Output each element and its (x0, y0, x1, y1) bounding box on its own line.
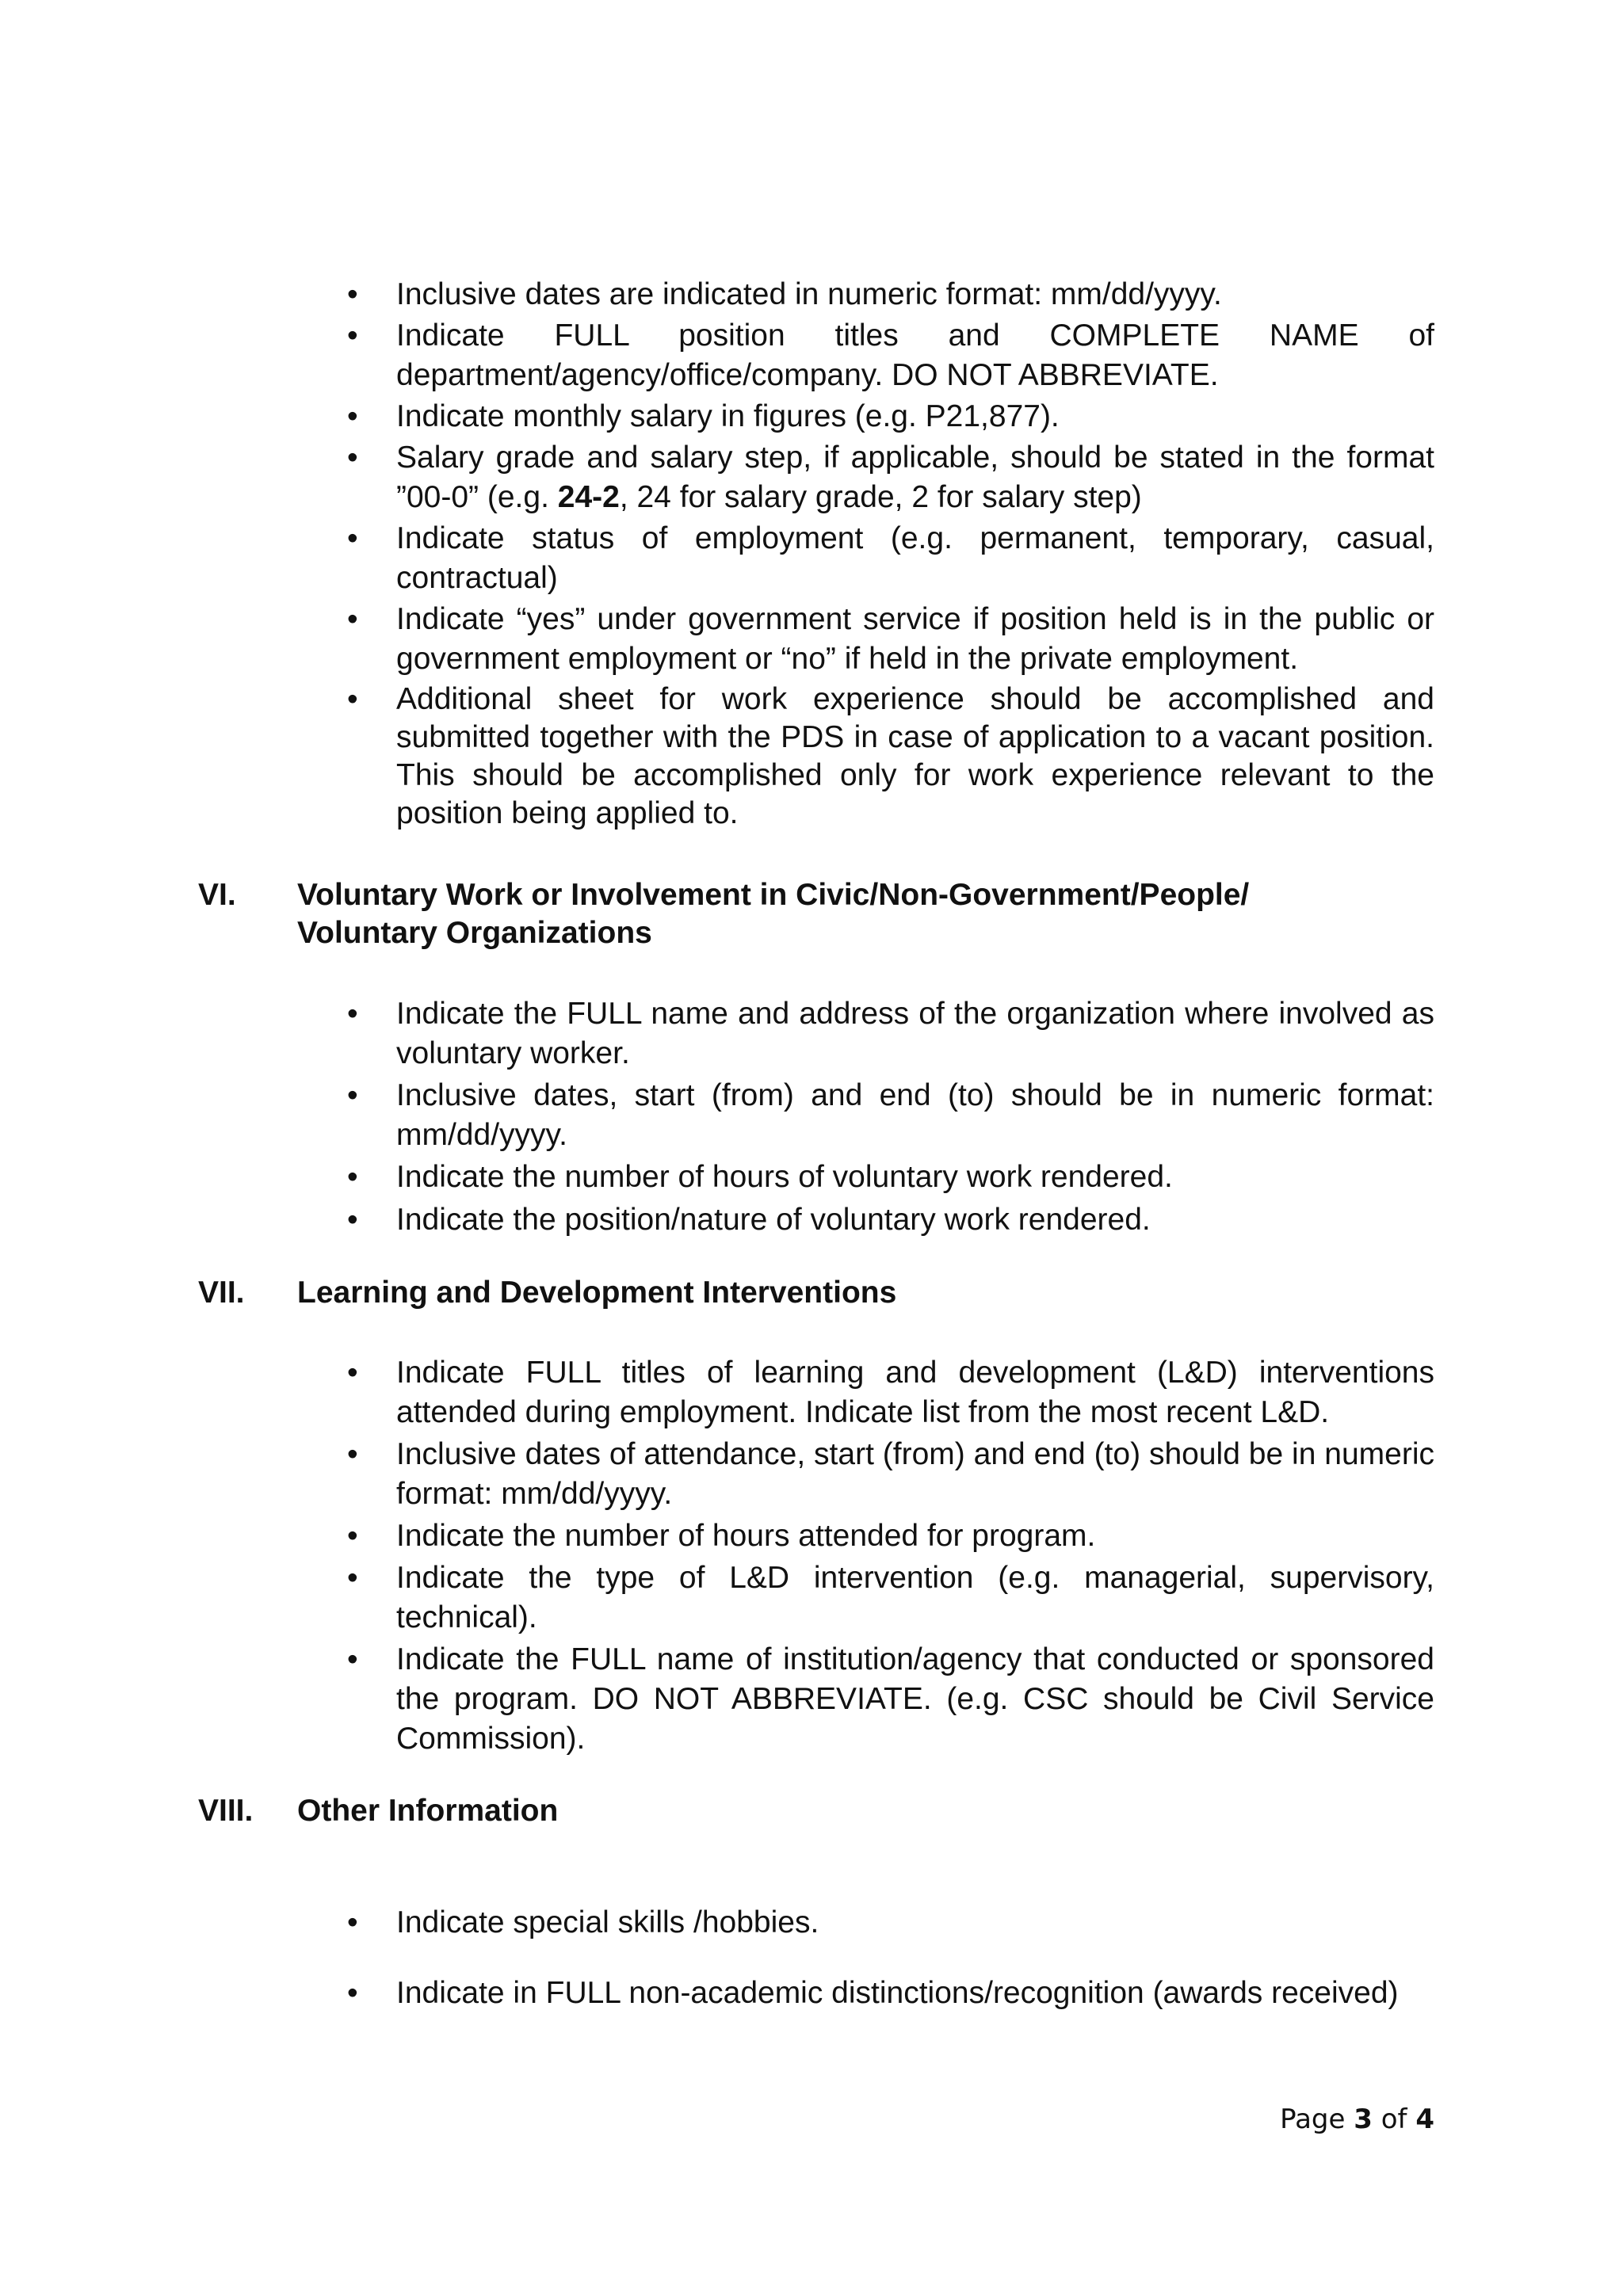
section-title: Learning and Development Interventions (297, 1276, 897, 1310)
section-title: Voluntary Work or Involvement in Civic/Non-Government/People/ (297, 878, 1250, 912)
bullet-icon: • (347, 399, 358, 433)
section-vii-bullets (347, 1353, 1434, 1759)
section-title: Other Information (297, 1794, 559, 1828)
list-item (347, 1158, 1434, 1197)
list-item (347, 316, 1434, 395)
list-item-text: Indicate “yes” under government service if position held is in the public or government employment or “no” if held in the private employment. (396, 602, 1434, 676)
bullet-icon: • (347, 1078, 358, 1112)
list-item-text: Inclusive dates are indicated in numeric format: mm/dd/yyyy. (396, 277, 1222, 311)
list-item-text: Indicate the FULL name of institution/agency that conducted or sponsored the program. DO NOT ABBREVIATE. (e.g. CSC should be Civil Service Commission). (396, 1642, 1434, 1756)
bullet-icon: • (347, 277, 358, 311)
list-item (347, 519, 1434, 598)
list-item (347, 1558, 1434, 1638)
list-item-text: Indicate the type of L&D intervention (e.g. managerial, supervisory, technical). (396, 1561, 1434, 1634)
bullet-icon: • (347, 1519, 358, 1553)
total-pages: 4 (1415, 2103, 1434, 2135)
bullet-icon: • (347, 1905, 358, 1939)
bullet-icon: • (347, 1642, 358, 1676)
list-item-text: Indicate monthly salary in figures (e.g. P21,877). (396, 399, 1060, 433)
page-word: Page (1280, 2103, 1346, 2135)
list-item-text: Indicate in FULL non-academic distinctions/recognition (awards received) (396, 1976, 1399, 2010)
list-item (347, 275, 1434, 315)
list-item-text: Indicate the number of hours attended for program. (396, 1519, 1096, 1553)
bullet-icon: • (347, 682, 358, 716)
section-number: VII. (198, 1276, 245, 1310)
bullet-icon: • (347, 1356, 358, 1390)
list-item (347, 1903, 1434, 1943)
list-item (347, 397, 1434, 437)
list-item (347, 600, 1434, 679)
bullet-icon: • (347, 1203, 358, 1237)
list-item (347, 1353, 1434, 1432)
of-word: of (1381, 2103, 1407, 2135)
bullet-icon: • (347, 1160, 358, 1194)
list-item (347, 681, 1434, 833)
list-item-text: Indicate status of employment (e.g. permanent, temporary, casual, contractual) (396, 521, 1434, 595)
list-item-text: Indicate special skills /hobbies. (396, 1905, 819, 1939)
list-item-text: Inclusive dates of attendance, start (from) and end (to) should be in numeric format: mm/dd/yyyy. (396, 1437, 1434, 1511)
list-item-text: Additional sheet for work experience should be accomplished and submitted together with the PDS in case of application to a vacant position. This should be accomplished only for work experience relevant to the position being applied to. (396, 682, 1434, 830)
list-item (347, 438, 1434, 517)
section-viii-bullets (347, 1903, 1434, 2019)
list-item-text: Indicate the number of hours of voluntary work rendered. (396, 1160, 1173, 1194)
bullet-icon: • (347, 602, 358, 636)
section-number: VIII. (198, 1794, 254, 1828)
section-title-continued: Voluntary Organizations (297, 916, 652, 950)
list-item-text (396, 441, 1434, 514)
bullet-icon: • (347, 441, 358, 475)
bullet-icon: • (347, 521, 358, 555)
bullet-icon: • (347, 997, 358, 1031)
bullet-icon: • (347, 1561, 358, 1595)
list-item-text: Indicate the FULL name and address of the organization where involved as voluntary worker. (396, 997, 1434, 1070)
list-item (347, 1516, 1434, 1556)
list-item (347, 1076, 1434, 1155)
salary-example-bold: 24-2 (557, 480, 620, 514)
list-item-text: Indicate the position/nature of voluntary work rendered. (396, 1203, 1151, 1237)
current-page: 3 (1354, 2103, 1373, 2135)
salary-text-pre: Salary grade and salary step, if applicable, should be stated in the format ”00-0” (e.g. (396, 441, 1434, 514)
list-item-text: Indicate FULL position titles and COMPLETE NAME of department/agency/office/company. DO NOT ABBREVIATE. (396, 318, 1434, 392)
salary-text-post: , 24 for salary grade, 2 for salary step) (619, 480, 1142, 514)
bullet-icon: • (347, 1437, 358, 1471)
list-item (347, 1200, 1434, 1240)
section-number: VI. (198, 878, 236, 912)
list-item (347, 994, 1434, 1074)
work-experience-bullets (347, 275, 1434, 833)
bullet-icon: • (347, 1976, 358, 2010)
list-item (347, 1968, 1434, 2019)
list-item-text: Inclusive dates, start (from) and end (to) should be in numeric format: mm/dd/yyyy. (396, 1078, 1434, 1152)
page-number (1280, 2103, 1434, 2135)
list-item (347, 1640, 1434, 1759)
list-item (347, 1435, 1434, 1514)
list-item-text: Indicate FULL titles of learning and development (L&D) interventions attended during employment. Indicate list from the most recent L&D. (396, 1356, 1434, 1429)
bullet-icon: • (347, 318, 358, 353)
section-vi-bullets (347, 994, 1434, 1240)
